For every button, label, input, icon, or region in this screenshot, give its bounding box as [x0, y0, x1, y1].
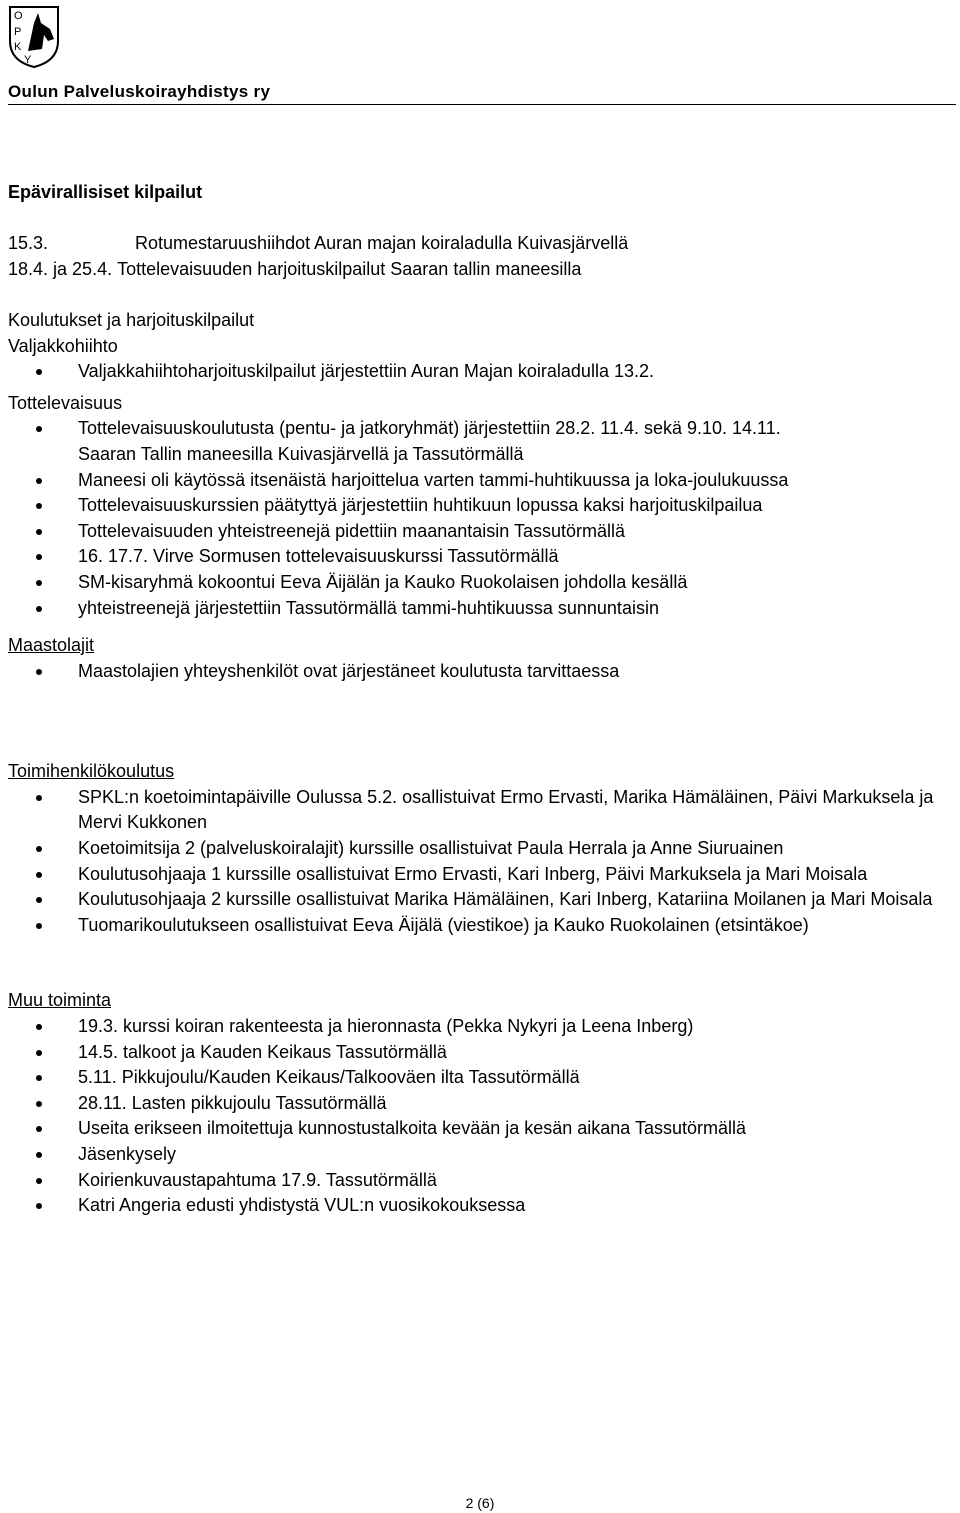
- event-date: 18.4. ja 25.4.: [8, 258, 113, 279]
- logo-letter-p: P: [14, 26, 22, 38]
- page-number: 2 (6): [465, 1495, 495, 1511]
- list-item: 5.11. Pikkujoulu/Kauden Keikaus/Talkooväen ilta Tassutörmällä: [8, 1065, 953, 1091]
- list-item: Koirienkuvaustapahtuma 17.9. Tassutörmällä: [8, 1168, 953, 1194]
- event-text: Rotumestaruushiihdot Auran majan koiraladulla Kuivasjärvellä: [135, 233, 629, 254]
- logo-letter-k: K: [14, 41, 22, 53]
- organization-name: Oulun Palveluskoirayhdistys ry: [8, 82, 271, 101]
- spacer: [8, 282, 953, 308]
- spacer: [8, 938, 953, 988]
- list-item: Katri Angeria edusti yhdistystä VUL:n vuosikokouksessa: [8, 1193, 953, 1219]
- logo-letter-y: Y: [24, 54, 32, 66]
- header-divider: [8, 104, 956, 105]
- list-item: SM-kisaryhmä kokoontui Eeva Äijälän ja Kauko Ruokolaisen johdolla kesällä: [8, 570, 953, 596]
- list-item: Koetoimitsija 2 (palveluskoiralajit) kurssille osallistuivat Paula Herrala ja Anne Siuruainen: [8, 836, 953, 862]
- sled-list: [8, 359, 953, 385]
- spacer: [8, 206, 953, 232]
- obedience-list: [8, 416, 953, 442]
- unofficial-competitions-title: Epävirallisiset kilpailut: [8, 182, 203, 202]
- list-item: 16. 17.7. Virve Sormusen tottelevaisuuskurssi Tassutörmällä: [8, 544, 953, 570]
- list-item: Maneesi oli käytössä itsenäistä harjoittelua varten tammi-huhtikuussa ja loka-joulukuussa: [8, 468, 953, 494]
- list-item: 14.5. talkoot ja Kauden Keikaus Tassutörmällä: [8, 1040, 953, 1066]
- list-item: Tuomarikoulutukseen osallistuivat Eeva Äijälä (viestikoe) ja Kauko Ruokolainen (etsintäkoe): [8, 913, 953, 939]
- list-item: 28.11. Lasten pikkujoulu Tassutörmällä: [8, 1091, 953, 1117]
- spacer: [8, 621, 953, 633]
- unofficial-events-list: [8, 231, 953, 282]
- list-item: Jäsenkysely: [8, 1142, 953, 1168]
- list-item: Koulutusohjaaja 1 kurssille osallistuivat Ermo Ervasti, Kari Inberg, Päivi Markuksela ja Mari Moisala: [8, 862, 953, 888]
- officials-list: [8, 785, 953, 939]
- list-item: 19.3. kurssi koiran rakenteesta ja hieronnasta (Pekka Nykyri ja Leena Inberg): [8, 1014, 953, 1040]
- spacer: [8, 684, 953, 759]
- list-item: Maastolajien yhteyshenkilöt ovat järjestäneet koulutusta tarvittaessa: [8, 659, 953, 685]
- dog-head-silhouette: [28, 13, 54, 51]
- officials-heading: Toimihenkilökoulutus: [8, 761, 175, 782]
- terrain-list: [8, 659, 953, 685]
- event-text: Tottelevaisuuden harjoituskilpailut Saaran tallin maneesilla: [117, 258, 582, 279]
- list-item: Tottelevaisuuskurssien päätyttyä järjestettiin huhtikuun lopussa kaksi harjoituskilpailua: [8, 493, 953, 519]
- list-item-continuation: Saaran Tallin maneesilla Kuivasjärvellä ja Tassutörmällä: [78, 443, 524, 464]
- event-row: [8, 257, 953, 283]
- logo-letter-o: O: [14, 10, 23, 22]
- sled-heading: Valjakkohiihto: [8, 335, 118, 356]
- event-row: [8, 231, 953, 257]
- obedience-heading: Tottelevaisuus: [8, 392, 123, 413]
- list-item: SPKL:n koetoimintapäiville Oulussa 5.2. osallistuivat Ermo Ervasti, Marika Hämäläinen, Päivi Markuksela ja Mervi Kukkonen: [8, 785, 953, 836]
- document-body: [8, 180, 953, 1219]
- list-item: Useita erikseen ilmoitettuja kunnostustalkoita kevään ja kesän aikana Tassutörmällä: [8, 1116, 953, 1142]
- obedience-list-cont: [8, 468, 953, 622]
- list-item: Koulutusohjaaja 2 kurssille osallistuivat Marika Hämäläinen, Kari Inberg, Katariina Moilanen ja Mari Moisala: [8, 887, 953, 913]
- club-logo-emblem: [8, 5, 60, 69]
- training-section-title: Koulutukset ja harjoituskilpailut: [8, 309, 255, 330]
- terrain-heading: Maastolajit: [8, 635, 95, 656]
- list-item: Tottelevaisuuden yhteistreenejä pidettiin maanantaisin Tassutörmällä: [8, 519, 953, 545]
- list-item: Valjakkahiihtoharjoituskilpailut järjestettiin Auran Majan koiraladulla 13.2.: [8, 359, 953, 385]
- list-item: yhteistreenejä järjestettiin Tassutörmällä tammi-huhtikuussa sunnuntaisin: [8, 596, 953, 622]
- other-activities-heading: Muu toiminta: [8, 990, 112, 1011]
- list-item: Tottelevaisuuskoulutusta (pentu- ja jatkoryhmät) järjestettiin 28.2. 11.4. sekä 9.10. 14.11.: [8, 416, 953, 442]
- event-date: 15.3.: [8, 233, 49, 254]
- other-activities-list: [8, 1014, 953, 1219]
